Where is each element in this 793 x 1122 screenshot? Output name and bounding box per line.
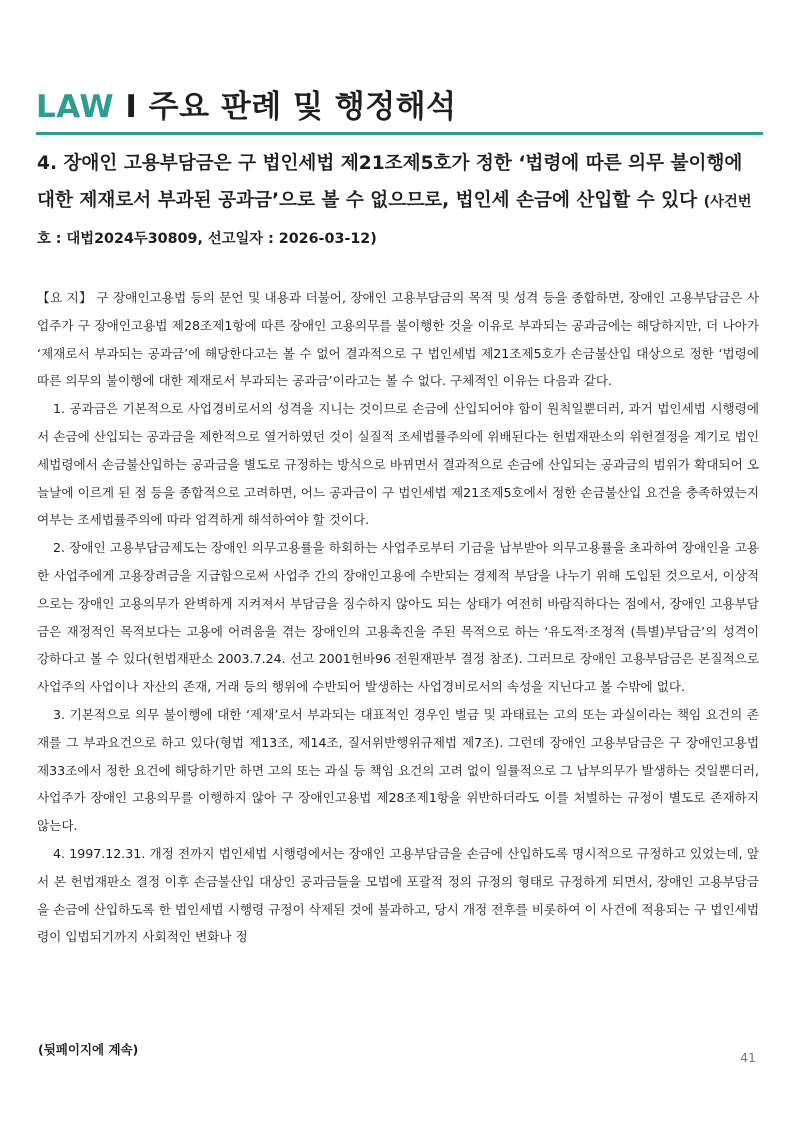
section-heading: I 주요 판례 및 행정해석 [125,89,457,125]
page-number: 41 [740,1050,756,1065]
page-header [36,84,762,130]
case-title-text: 4. 장애인 고용부담금은 구 법인세법 제21조제5호가 정한 ‘법령에 따른 의무 불이행에 대한 제재로서 부과된 공과금’으로 볼 수 없으므로, 법인세 손금에 산입할 수 있다 [37,153,743,211]
case-heading [37,146,763,258]
continued-note: (뒷페이지에 계속) [38,1042,139,1057]
case-body [37,284,759,951]
header-divider [36,132,763,135]
reason-paragraph-3: 3. 기본적으로 의무 불이행에 대한 ‘제재’로서 부과되는 대표적인 경우인 벌금 및 과태료는 고의 또는 과실이라는 책임 요건의 존재를 그 부과요건으로 하고 있다(형법 제13조, 제14조, 질서위반행위규제법 제7조). 그런데 장애인 고용부담금은 구 장애인고용법 제33조에서 정한 요건에 해당하기만 하면 고의 또는 과실 등 책임 요건의 고려 없이 일률적으로 그 납부의무가 발생하는 것일뿐더러, 사업주가 장애인 고용의무를 이행하지 않아 구 장애인고용법 제28조제1항을 위반하더라도 이를 처벌하는 규정이 별도로 존재하지 않는다. [37,706,759,834]
reason-paragraph-4: 4. 1997.12.31. 개정 전까지 법인세법 시행령에서는 장애인 고용부담금을 손금에 산입하도록 명시적으로 규정하고 있었는데, 앞서 본 헌법재판소 결정 이후 손금불산입 대상인 공과금들을 모법에 포괄적 정의 규정의 형태로 규정하게 되면서, 장애인 고용부담금을 손금에 산입하도록 한 법인세법 시행령 규정이 삭제된 것에 불과하고, 당시 개정 전후를 비롯하여 이 사건에 적용되는 구 법인세법령이 입법되기까지 사회적인 변화나 정 [37,845,759,945]
summary-paragraph [37,284,759,395]
reason-paragraph-1: 1. 공과금은 기본적으로 사업경비로서의 성격을 지니는 것이므로 손금에 산입되어야 함이 원칙일뿐더러, 과거 법인세법 시행령에서 손금에 산입되는 공과금을 제한적으로 열거하였던 것이 실질적 조세법률주의에 위배된다는 헌법재판소의 위헌결정을 계기로 법인세법령에서 손금불산입하는 공과금을 별도로 규정하는 방식으로 바뀌면서 결과적으로 손금에 산입되는 공과금의 범위가 확대되어 오늘날에 이르게 된 점 등을 종합적으로 고려하면, 어느 공과금이 구 법인세법 제21조제5호에서 정한 손금불산입 요건을 충족하였는지 여부는 조세법률주의에 따라 엄격하게 해석하여야 할 것이다. [37,401,759,528]
section-label: LAW [36,89,115,125]
section-title [36,84,762,130]
case-meta: (사건번호 : 대법2024두30809, 선고일자 : 2026-03-12) [37,193,752,247]
reason-paragraph-2: 2. 장애인 고용부담금제도는 장애인 의무고용률을 하회하는 사업주로부터 기금을 납부받아 의무고용률을 초과하여 장애인을 고용한 사업주에게 고용장려금을 지급함으로써 사업주 간의 장애인고용에 수반되는 경제적 부담을 나누기 위해 도입된 것으로서, 이상적으로는 장애인 고용의무가 완벽하게 지켜져서 부담금을 징수하지 않아도 되는 상태가 여전히 바람직하다는 점에서, 장애인 고용부담금은 재정적인 목적보다는 고용에 어려움을 겪는 장애인의 고용촉진을 주된 목적으로 하는 ‘유도적·조정적 (특별)부담금’의 성격이 강하다고 볼 수 있다(헌법재판소 2003.7.24. 선고 2001헌바96 전원재판부 결정 참조). 그러므로 장애인 고용부담금은 본질적으로 사업주의 사업이나 자산의 존재, 거래 등의 행위에 수반되어 발생하는 사업경비로서의 속성을 지닌다고 볼 수밖에 없다. [37,540,759,695]
summary-label: 【요 지】 [37,290,93,305]
summary-text: 구 장애인고용법 등의 문언 및 내용과 더불어, 장애인 고용부담금의 목적 및 성격 등을 종합하면, 장애인 고용부담금은 사업주가 구 장애인고용법 제28조제1항에 따른 장애인 고용의무를 불이행한 것을 이유로 부과되는 공과금에는 해당하지만, 더 나아가 ‘제재로서 부과되는 공과금’에 해당한다고는 볼 수 없어 결과적으로 구 법인세법 제21조제5호가 손금불산입 대상으로 정한 ‘법령에 따른 의무의 불이행에 대한 제재로서 부과되는 공과금’이라고는 볼 수 없다. 구체적인 이유는 다음과 같다. [37,290,759,389]
